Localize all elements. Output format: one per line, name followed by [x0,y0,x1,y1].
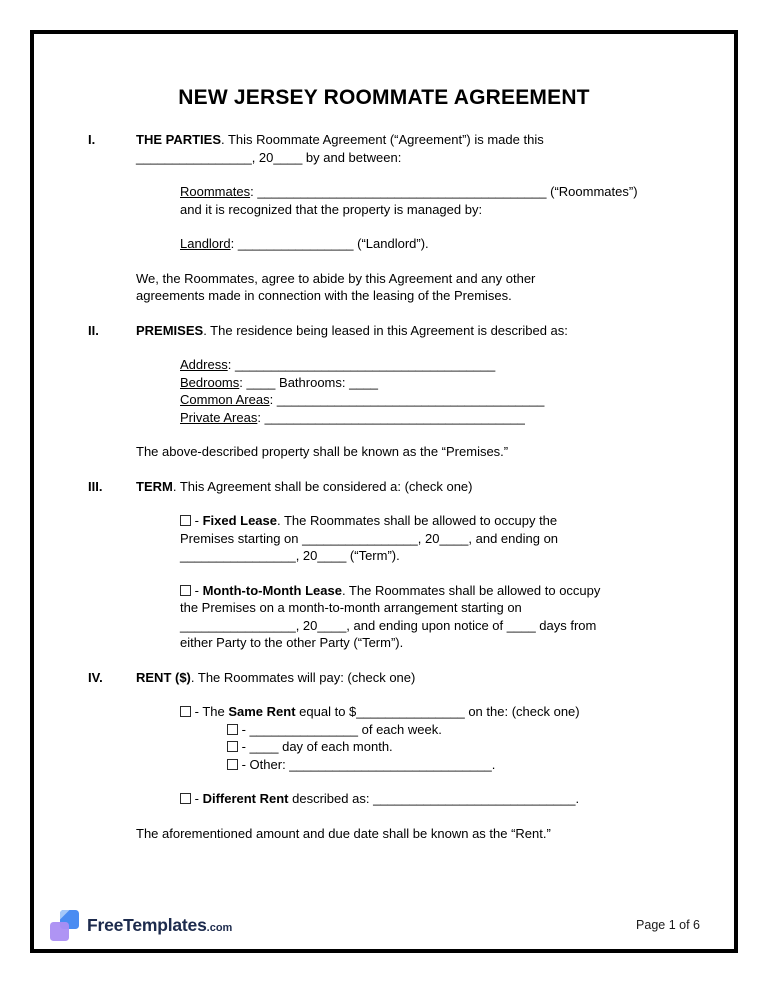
text-segment: . [575,791,580,806]
text-segment: THE PARTIES [136,132,221,147]
term-month-to-month-option [180,582,700,652]
section-premises-numeral: II. [88,322,99,338]
blank-private-areas: ____________________________________ [264,409,525,425]
text-segment: described as: [288,791,374,806]
freetemplates-logo [50,910,232,941]
blank-bedrooms: ____ [246,374,276,390]
text-segment: - [191,791,203,806]
brand-suffix: .com [206,921,233,934]
text-line [180,201,700,219]
text-segment: Bedrooms [180,374,240,390]
blank-fixed-end-date: ________________ [180,548,296,563]
text-line [136,443,700,461]
text-line [136,825,700,843]
text-segment: - [238,739,250,754]
text-segment: The aforementioned amount and due date shall be known as the “Rent.” [136,825,551,841]
text-segment: We, the Roommates, agree to abide by this Agreement and any other [136,270,536,286]
text-segment: Address [180,357,228,372]
text-line [180,599,700,617]
blank-m2m-start-date: ________________ [180,617,296,633]
freetemplates-logo-icon [50,910,80,941]
text-line [180,356,700,374]
text-segment: equal to $ [295,704,357,719]
text-line [227,756,700,774]
text-line [180,634,700,652]
text-segment: Bathrooms: [275,374,350,390]
text-segment: TERM [136,478,173,494]
text-line [180,512,700,530]
blank-m2m-start-year: ____ [317,617,347,633]
term-fixed-lease-option [180,512,700,565]
blank-same-rent-amount: _______________ [356,704,465,719]
rent-known-as-paragraph [136,825,700,843]
text-line [136,287,700,305]
checkbox-different-rent [180,793,191,804]
text-line [180,547,700,565]
rent-same-rent-option [180,703,700,773]
blank-address: ____________________________________ [234,357,496,372]
blank-month-day: ____ [249,739,279,754]
text-line [180,530,700,548]
blank-fixed-start-date: ________________ [302,530,418,546]
parties-landlord-block [180,235,700,253]
text-segment: : [269,392,277,407]
section-term-numeral: III. [88,478,103,494]
text-segment: , 20 [417,530,440,546]
brand-wordmark [87,915,232,936]
section-parties-heading-text [136,131,700,166]
section-rent-heading-text [136,669,700,687]
checkbox-month-to-month-lease [180,585,191,596]
logo-folded-corner-icon [60,910,70,920]
text-line [136,270,700,288]
page-indicator: Page 1 of 6 [636,918,700,932]
blank-common-areas: _____________________________________ [276,392,545,407]
text-segment: - [191,582,203,598]
checkbox-same-rent [180,706,191,717]
text-segment: Fixed Lease [202,513,277,528]
text-line [136,322,700,340]
text-segment: . The Roommates shall be allowed to occupy [341,582,601,598]
text-segment: - The [191,704,229,719]
blank-fixed-start-year: ____ [439,530,469,546]
text-segment: RENT ($) [136,669,191,685]
text-segment: . The Roommates shall be allowed to occupy the [277,513,558,528]
text-segment: (“Term”). [346,548,400,563]
parties-roommates-block [180,183,700,218]
text-segment: The above-described property shall be known as the “Premises.” [136,444,509,459]
premises-details-block [180,356,700,426]
checkbox-monthly [227,741,238,752]
logo-purple-square-icon [50,922,69,941]
blank-m2m-notice-days: ____ [506,617,536,633]
text-segment: : [227,357,235,372]
page-footer [50,907,700,943]
text-line [180,391,700,409]
text-segment: PREMISES [136,322,204,338]
checkbox-other [227,759,238,770]
text-segment: . [491,756,496,772]
text-segment: day of each month. [278,739,393,754]
document-body [34,110,734,842]
text-line [136,478,700,496]
blank-agreement-year: ____ [273,149,303,165]
text-segment: agreements made in connection with the leasing of the Premises. [136,288,512,303]
text-segment: either Party to the other Party (“Term”). [180,635,404,650]
text-segment: , 20 [295,548,318,563]
text-line [180,703,700,721]
text-line [180,183,700,201]
checkbox-fixed-lease [180,515,191,526]
text-line [136,149,700,167]
rent-different-rent-option [180,790,700,808]
section-parties-heading [88,131,700,166]
text-line [180,790,700,808]
blank-bathrooms: ____ [349,374,379,390]
checkbox-weekly [227,724,238,735]
document-sheet [30,30,738,953]
text-line [180,582,700,600]
blank-weekday: _______________ [249,721,359,737]
text-segment: on the: (check one) [464,704,580,719]
blank-different-rent-description: ____________________________ [373,791,576,806]
section-premises-heading [88,322,700,340]
text-segment: - Other: [238,756,290,772]
text-line [136,669,700,687]
blank-landlord-name: ________________ [237,236,354,251]
text-segment: Month-to-Month Lease [202,582,342,598]
section-term-heading-text [136,478,700,496]
text-segment: : [239,374,247,390]
text-segment: Same Rent [228,704,296,719]
text-segment: , and ending on [468,530,559,546]
text-segment: (“Roommates”) [546,184,638,199]
text-segment: (“Landlord”). [353,236,429,251]
brand-name: FreeTemplates [87,914,207,935]
text-line [227,738,700,756]
text-segment: : [257,409,265,425]
text-line [180,409,700,427]
text-segment: . This Roommate Agreement (“Agreement”) is made this [221,132,544,147]
blank-agreement-date: ________________ [136,149,252,165]
blank-fixed-end-year: ____ [317,548,347,563]
text-segment: Common Areas [180,392,270,407]
blank-other-description: ____________________________ [289,756,492,772]
section-premises-heading-text [136,322,700,340]
text-segment: days from [535,617,597,633]
text-segment: Private Areas [180,409,258,425]
section-rent-numeral: IV. [88,669,103,685]
text-segment: Premises starting on [180,530,303,546]
text-segment: - [238,721,250,737]
parties-agreement-paragraph [136,270,700,305]
text-segment: the Premises on a month-to-month arrangement starting on [180,600,522,615]
text-segment: . This Agreement shall be considered a: (check one) [172,478,473,494]
text-segment: , and ending upon notice of [346,617,507,633]
text-segment: , 20 [251,149,274,165]
section-parties-numeral: I. [88,132,96,147]
text-segment: Landlord [180,236,231,251]
document-title: NEW JERSEY ROOMMATE AGREEMENT [178,86,590,109]
text-line [180,235,700,253]
text-segment: and it is recognized that the property is managed by: [180,201,483,217]
text-segment: Different Rent [202,791,289,806]
text-segment: , 20 [295,617,318,633]
text-segment: of each week. [358,721,442,737]
section-term-heading [88,478,700,496]
text-segment: . The residence being leased in this Agreement is described as: [203,322,568,338]
text-line [227,721,700,739]
blank-roommates-names: ________________________________________ [257,184,547,199]
text-line [180,374,700,392]
text-segment: : [230,236,238,251]
text-line [180,617,700,635]
text-segment: . The Roommates will pay: (check one) [190,669,416,685]
text-segment: - [191,513,203,528]
premises-known-as-paragraph [136,443,700,461]
text-segment: by and between: [302,149,402,165]
section-rent-heading [88,669,700,687]
text-line [136,131,700,149]
text-segment: Roommates [180,184,251,199]
text-segment: : [250,184,258,199]
